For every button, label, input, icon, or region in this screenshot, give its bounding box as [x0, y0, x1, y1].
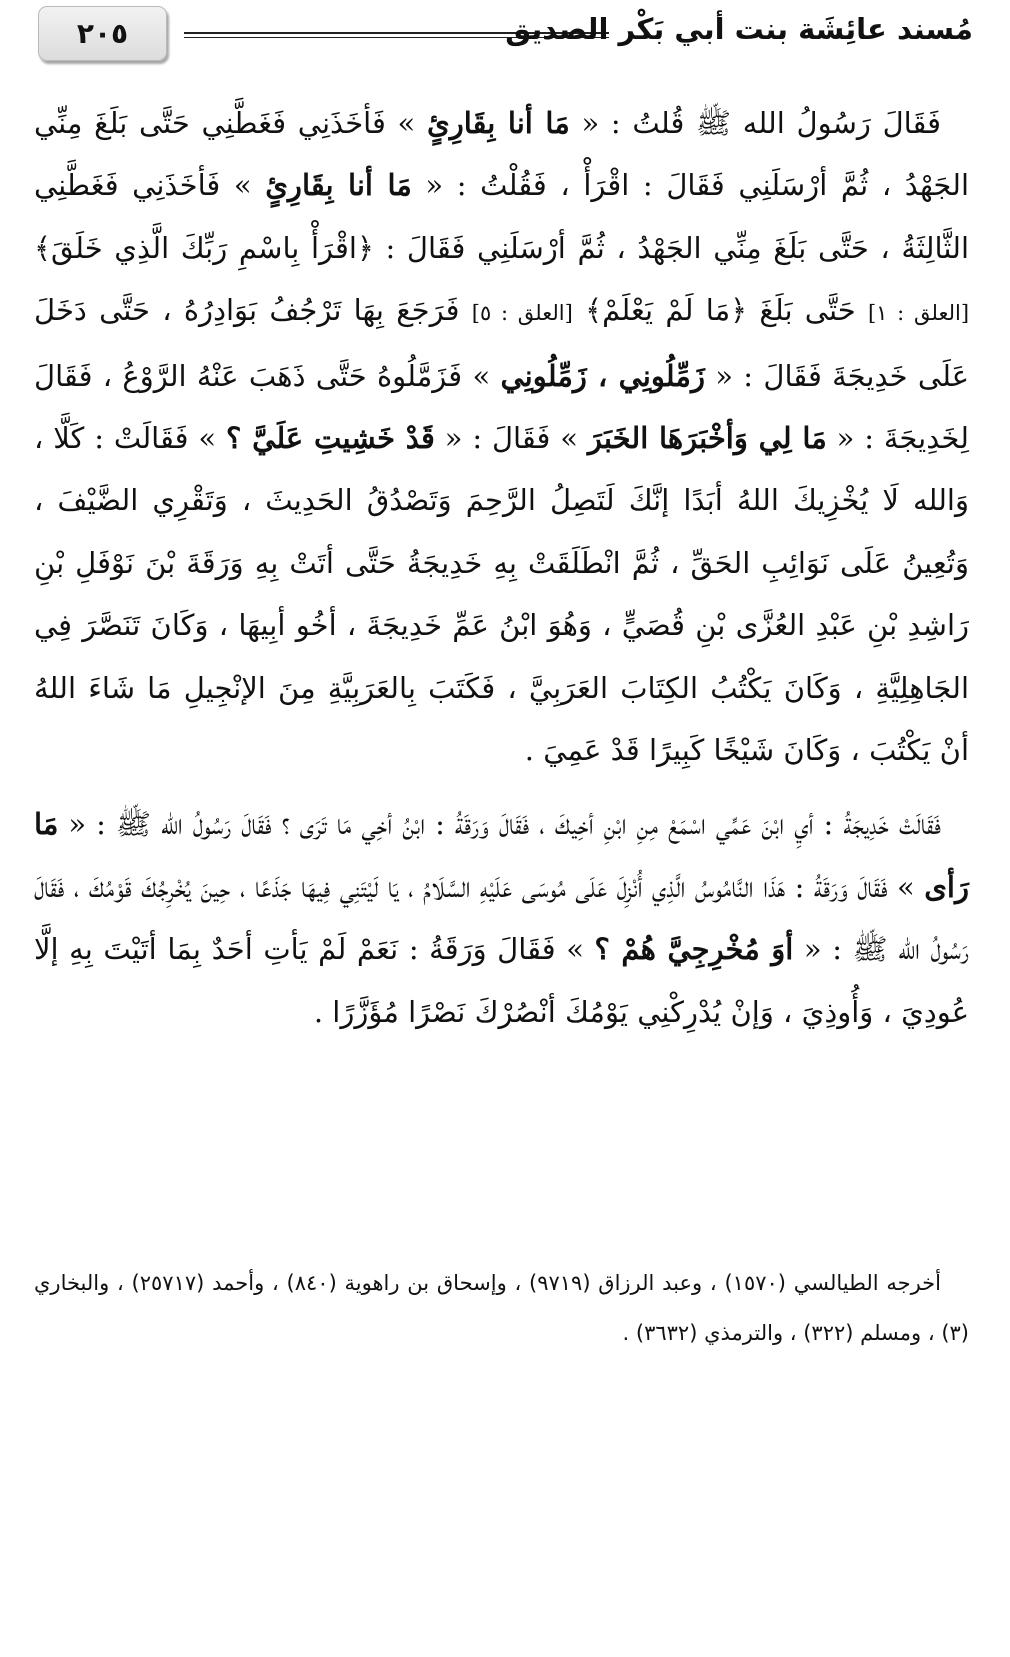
text-segment: فَرَجَعَ بِهَا تَرْجُفُ بَوَادِرُهُ ، حَتَّى دَخَلَ عَلَى خَدِيجَةَ فَقَالَ : « [34, 293, 969, 393]
prophet-quote: أوَ مُخْرِجِيَّ هُمْ ؟ [594, 932, 794, 967]
prophet-quote: قَدْ خَشِيتِ عَلَيَّ ؟ [226, 421, 435, 456]
text-segment: » فَقَالَ وَرَقَةُ : هَذَا النَّامُوسُ الَّذِي أُنْزِلَ عَلَى مُوسَى عَلَيْهِ السَّلَامُ ، يَا لَيْتَنِي فِيهَا جَذَعًا ، حِينَ يُخْرِجُكَ قَوْمُكَ ، فَقَالَ رَسُولُ الله ﷺ : « [34, 869, 969, 967]
page-number: ٢٠٥ [38, 6, 167, 61]
prophet-quote: زَمِّلُونِي ، زَمِّلُونِي [500, 358, 705, 393]
text-segment: » فَقَالَتْ : كَلَّا ، وَالله لَا يُخْزِيكَ اللهُ أبَدًا إنَّكَ لَتَصِلُ الرَّحِمَ وَتَصْدُقُ الحَدِيثَ ، وَتَقْرِي الضَّيْفَ ، وَتُعِينُ عَلَى نَوَائِبِ الحَقِّ ، ثُمَّ انْطَلَقَتْ بِهِ خَدِيجَةُ حَتَّى أتَتْ بِهِ وَرَقَةَ بْنَ نَوْفَلِ بْنِ رَاشِدِ بْنِ عَبْدِ العُزَّى بْنِ قُصَيٍّ ، وَهُوَ ابْنُ عَمِّ خَدِيجَةَ ، أخُو أبِيهَا ، وَكَانَ تَنَصَّرَ فِي الجَاهِلِيَّةِ ، وَكَانَ يَكْتُبُ الكِتَابَ العَرَبِيَّ ، فَكَتَبَ بِالعَرَبِيَّةِ مِنَ الإنْجِيلِ مَا شَاءَ اللهُ أنْ يَكْتُبَ ، وَكَانَ شَيْخًا كَبِيرًا قَدْ عَمِيَ . [34, 421, 969, 768]
text-segment: » فَقَالَ وَرَقَةُ : نَعَمْ لَمْ يَأتِ أحَدٌ بِمَا أتَيْتَ بِهِ إلَّا عُودِيَ ، وَأُوذِيَ ، وَإنْ يُدْرِكْنِي يَوْمُكَ أنْصُرْكَ نَصْرًا مُؤَزَّرًا . [34, 932, 969, 1029]
text-segment: فَقَالَتْ خَدِيجَةُ : أيِ ابْنَ عَمِّي اسْمَعْ مِنِ ابْنِ أخِيكَ ، فَقَالَ وَرَقَةُ : ابْنُ أخِي مَا تَرَى ؟ فَقَالَ رَسُولُ الله ﷺ : « [58, 807, 941, 842]
text-segment: فَقَالَ رَسُولُ الله ﷺ قُلتُ : « [569, 106, 942, 140]
hadith-paragraph-1 [34, 92, 969, 781]
text-segment: » فَقَالَ : « [434, 421, 588, 456]
running-title: مُسند عائِشَة بنت أبي بَكْر الصديق [505, 12, 973, 46]
text-segment: » فَأخَذَنِي فَغَطَّنِي الثَّالِثَةُ ، حَتَّى بَلَغَ مِنِّي الجَهْدُ ، ثُمَّ أرْسَلَنِي فَقَالَ : ﴿اقْرَأْ بِاسْمِ رَبِّكَ الَّذِي خَلَقَ﴾ [34, 168, 969, 265]
text-segment: » فَأخَذَنِي فَغَطَّنِي حَتَّى بَلَغَ مِنِّي الجَهْدُ ، ثُمَّ أرْسَلَنِي فَقَالَ : اقْرَأْ ، فَقُلْتُ : « [34, 106, 970, 203]
main-text [34, 92, 969, 1043]
quran-reference: [العلق : ٥] [471, 301, 573, 326]
prophet-quote: مَا أنا بِقَارِئٍ [427, 106, 570, 140]
prophet-quote: مَا لِي وَأخْبَرَهَا الخَبَرَ [587, 421, 827, 456]
takhrij-footnote: أخرجه الطيالسي (١٥٧٠) ، وعبد الرزاق (٩٧١٩) ، وإسحاق بن راهوية (٨٤٠) ، وأحمد (٢٥٧١٧) ، والبخاري (٣) ، ومسلم (٣٢٢) ، والترمذي (٣٦٣٢) . [34, 1271, 969, 1345]
text-segment: حَتَّى بَلَغَ ﴿مَا لَمْ يَعْلَمْ﴾ [572, 293, 868, 328]
prophet-quote: مَا رَأى [34, 807, 969, 904]
page-header [38, 4, 973, 64]
text-segment: » فَزَمَّلُوهُ حَتَّى ذَهَبَ عَنْهُ الرَّوْعُ ، فَقَالَ لِخَدِيجَةَ : « [34, 358, 969, 456]
prophet-quote: مَا أنا بِقَارِئٍ [265, 168, 412, 203]
hadith-paragraph-2 [34, 793, 969, 1043]
quran-reference: [العلق : ١] [867, 301, 970, 326]
